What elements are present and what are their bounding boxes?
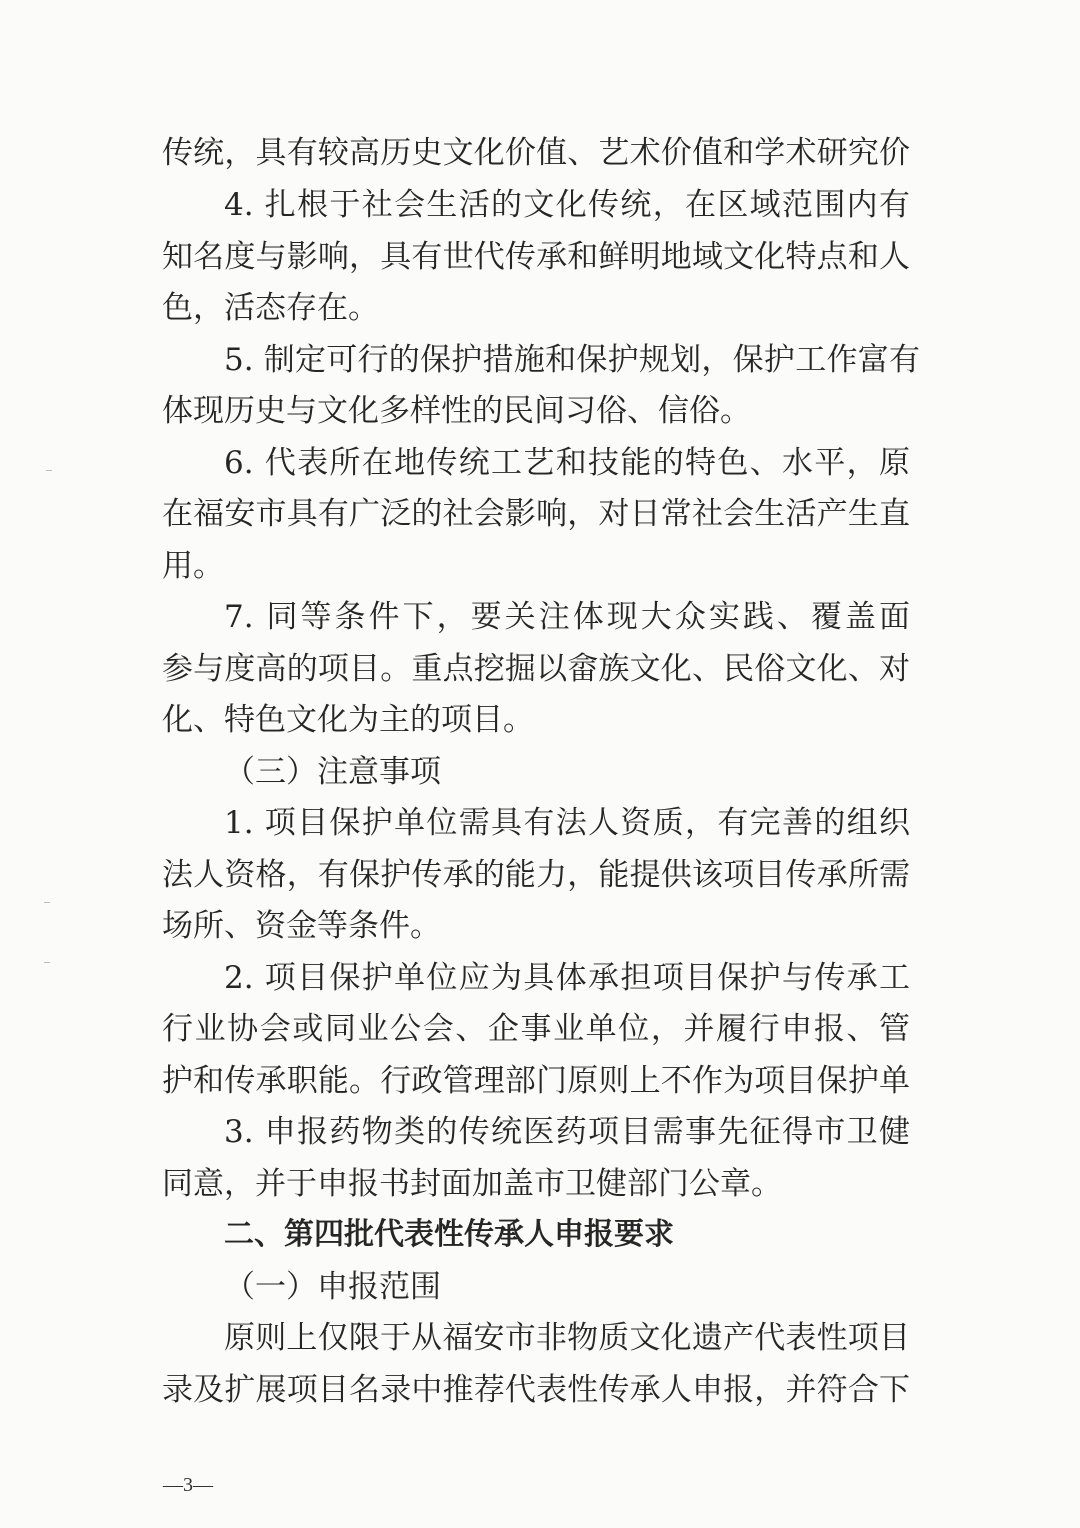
text-line: 7. 同等条件下，要关注体现大众实践、覆盖面 (224, 599, 910, 635)
text-line: 1. 项目保护单位需具有法人资质，有完善的组织 (224, 805, 910, 841)
scan-speck (46, 470, 52, 471)
text-line: 3. 申报药物类的传统医药项目需事先征得市卫健 (224, 1114, 910, 1150)
text-line: 色，活态存在。 (162, 290, 379, 326)
text-line: 体现历史与文化多样性的民间习俗、信俗。 (162, 393, 751, 429)
text-line: 在福安市具有广泛的社会影响，对日常社会生活产生直 (162, 496, 910, 532)
text-line: 用。 (162, 548, 224, 584)
text-line: 2. 项目保护单位应为具体承担项目保护与传承工 (224, 960, 910, 996)
text-line: 4. 扎根于社会生活的文化传统，在区域范围内有 (224, 187, 910, 223)
text-line: 化、特色文化为主的项目。 (162, 702, 534, 738)
text-line: 法人资格，有保护传承的能力，能提供该项目传承所需 (162, 857, 910, 893)
text-line: 护和传承职能。行政管理部门原则上不作为项目保护单 (162, 1063, 910, 1099)
text-line: 行业协会或同业公会、企事业单位，并履行申报、管 (162, 1011, 910, 1047)
page-number: —3— (163, 1474, 213, 1496)
text-line: 5. 制定可行的保护措施和保护规划，保护工作富有 (224, 342, 920, 378)
section-heading: （三）注意事项 (224, 754, 441, 790)
text-line: 参与度高的项目。重点挖掘以畲族文化、民俗文化、对 (162, 651, 910, 687)
text-line: 6. 代表所在地传统工艺和技能的特色、水平，原 (224, 445, 910, 481)
text-line: 同意，并于申报书封面加盖市卫健部门公章。 (162, 1166, 782, 1202)
scan-speck (44, 962, 50, 963)
scan-speck (44, 902, 50, 903)
text-line: 知名度与影响，具有世代传承和鲜明地域文化特点和人 (162, 239, 910, 275)
section-heading: （一）申报范围 (224, 1269, 441, 1305)
text-line: 录及扩展项目名录中推荐代表性传承人申报，并符合下 (162, 1372, 910, 1408)
text-line: 原则上仅限于从福安市非物质文化遗产代表性项目 (224, 1320, 910, 1356)
chapter-heading: 二、第四批代表性传承人申报要求 (224, 1217, 674, 1252)
text-line: 场所、资金等条件。 (162, 908, 441, 944)
text-line: 传统，具有较高历史文化价值、艺术价值和学术研究价 (162, 135, 910, 171)
